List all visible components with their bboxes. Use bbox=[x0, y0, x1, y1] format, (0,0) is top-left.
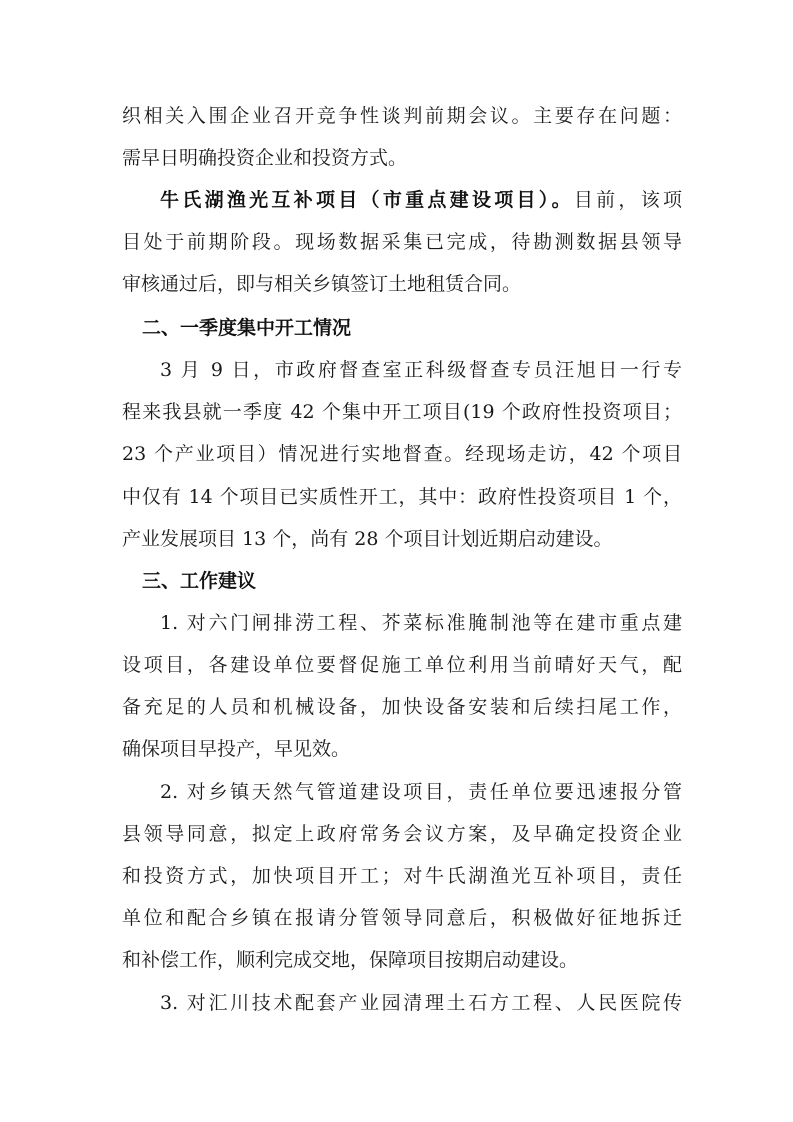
text-span: 目前，该项 bbox=[573, 189, 682, 211]
text-line: 单位和配合乡镇在报请分管领导同意后，积极做好征地拆迁 bbox=[122, 907, 682, 929]
text-line: 1. 对六门闸排涝工程、芥菜标准腌制池等在建市重点建 bbox=[160, 612, 682, 634]
text-line: 县领导同意，拟定上政府常务会议方案，及早确定投资企业 bbox=[122, 823, 682, 845]
text-line: 产业发展项目 13 个，尚有 28 个项目计划近期启动建设。 bbox=[122, 528, 613, 550]
project-title-bold: 牛氏湖渔光互补项目（市重点建设项目）。 bbox=[160, 189, 574, 211]
text-line: 织相关入围企业召开竞争性谈判前期会议。主要存在问题： bbox=[122, 105, 682, 127]
text-line bbox=[160, 182, 682, 218]
text-line: 中仅有 14 个项目已实质性开工，其中：政府性投资项目 1 个， bbox=[122, 486, 682, 508]
text-line: 目处于前期阶段。现场数据采集已完成，待勘测数据县领导 bbox=[122, 231, 682, 253]
text-line: 需早日明确投资企业和投资方式。 bbox=[122, 147, 408, 169]
text-line: 23 个产业项目）情况进行实地督查。经现场走访，42 个项目 bbox=[122, 443, 682, 465]
text-line: 设项目，各建设单位要督促施工单位利用当前晴好天气，配 bbox=[122, 654, 682, 676]
section-heading: 二、一季度集中开工情况 bbox=[142, 317, 352, 339]
text-line: 3. 对汇川技术配套产业园清理土石方工程、人民医院传 bbox=[160, 992, 682, 1014]
section-heading: 三、工作建议 bbox=[142, 570, 257, 592]
text-line: 审核通过后，即与相关乡镇签订土地租赁合同。 bbox=[122, 273, 522, 295]
text-line: 和投资方式，加快项目开工；对牛氏湖渔光互补项目，责任 bbox=[122, 865, 682, 887]
text-line: 备充足的人员和机械设备，加快设备安装和后续扫尾工作， bbox=[122, 696, 682, 718]
text-line: 程来我县就一季度 42 个集中开工项目(19 个政府性投资项目； bbox=[122, 401, 682, 423]
text-line: 2. 对乡镇天然气管道建设项目，责任单位要迅速报分管 bbox=[160, 781, 682, 803]
text-line: 确保项目早投产，早见效。 bbox=[122, 738, 351, 760]
text-line: 3 月 9 日，市政府督查室正科级督查专员汪旭日一行专 bbox=[160, 359, 682, 381]
text-line: 和补偿工作，顺利完成交地，保障项目按期启动建设。 bbox=[122, 949, 579, 971]
